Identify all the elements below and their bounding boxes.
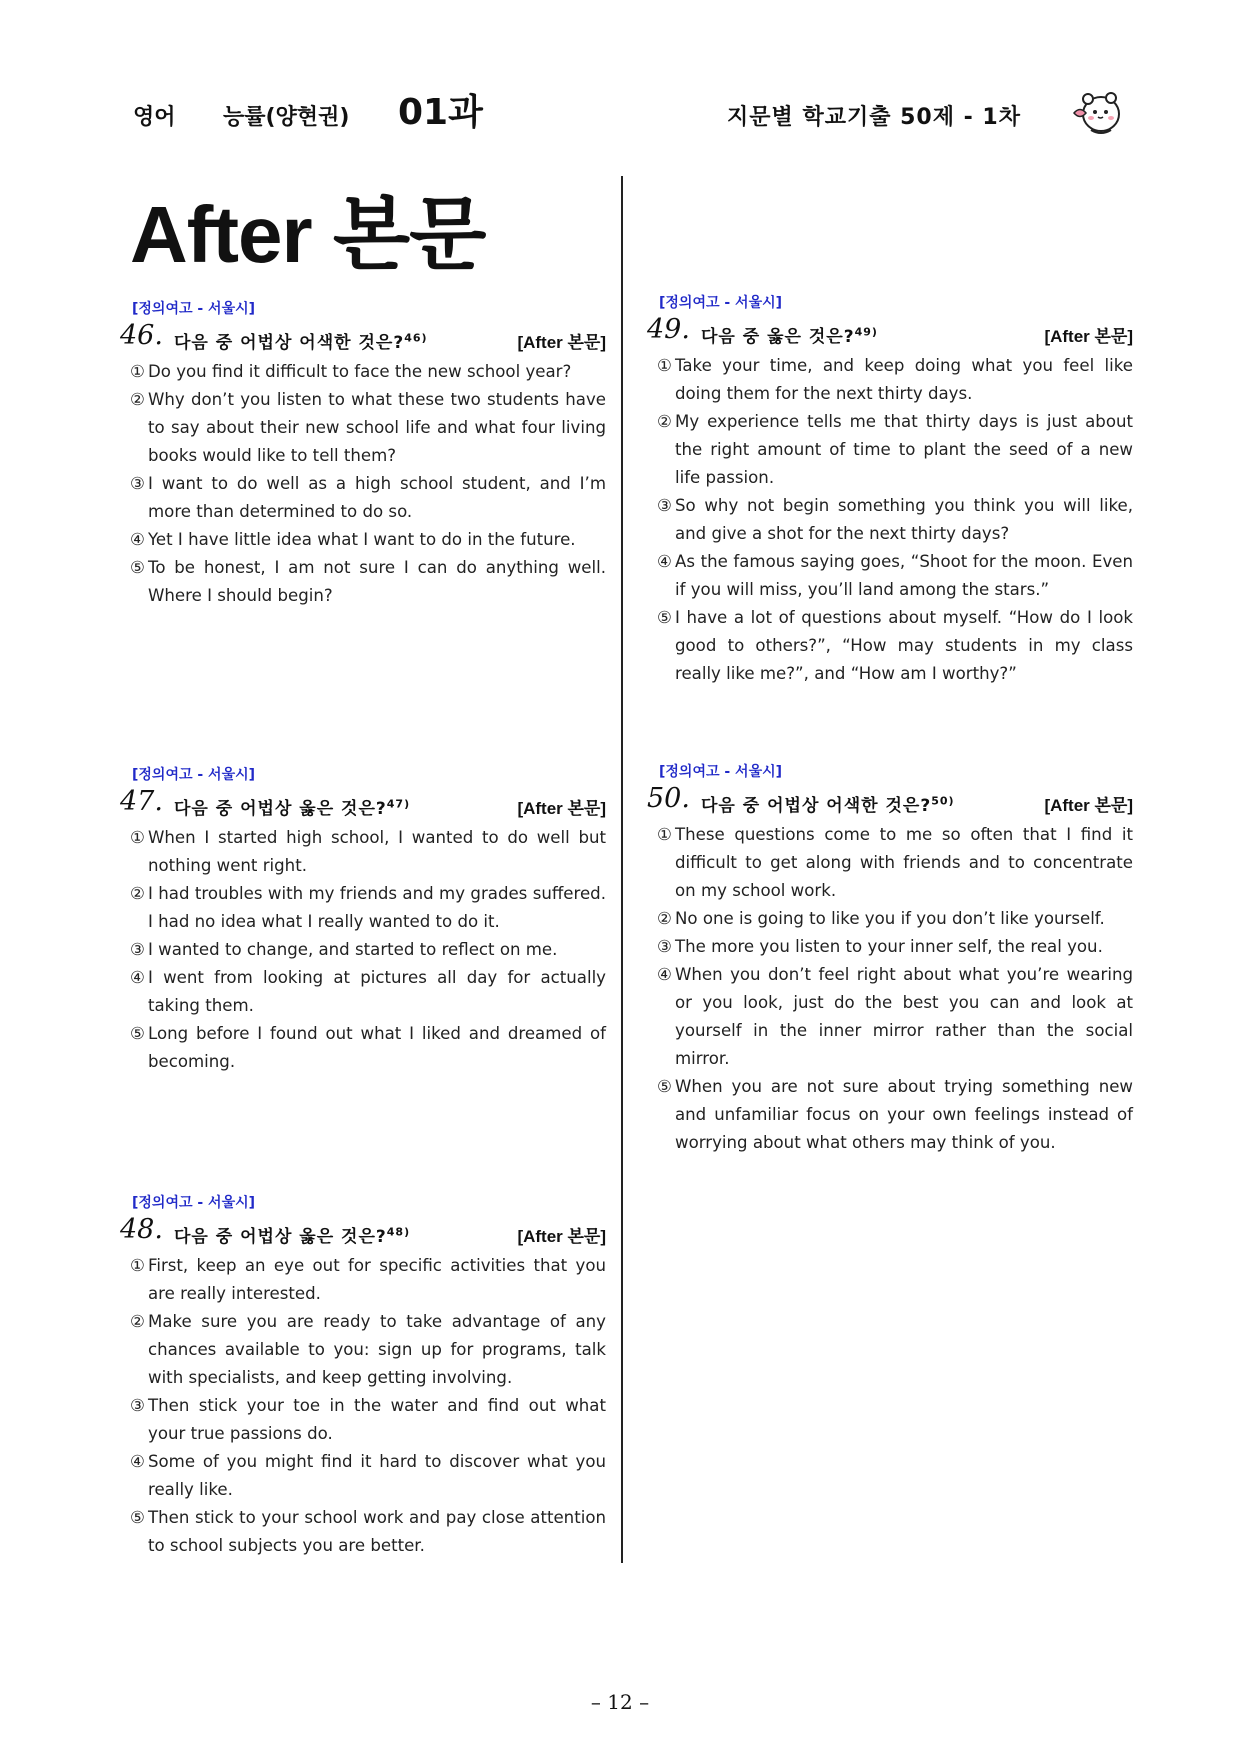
question-prompt-text: 다음 중 어법상 옳은 것은?: [174, 799, 387, 819]
option-marker: ①: [657, 825, 672, 844]
option-marker: ⑤: [657, 608, 672, 627]
question-49: [647, 292, 1133, 688]
question-header: [120, 320, 606, 356]
option-text: No one is going to like you if you don’t like yourself.: [675, 909, 1105, 928]
column-divider: [621, 176, 623, 1563]
option-marker: ③: [130, 1396, 145, 1415]
option-text: So why not begin something you think you will like, and give a shot for the next thirty days?: [675, 496, 1133, 543]
question-number: 50.: [647, 783, 690, 814]
option-3[interactable]: [659, 492, 1133, 548]
option-marker: ⑤: [130, 1508, 145, 1527]
question-number: 47.: [120, 786, 163, 817]
question-header: [120, 786, 606, 822]
option-4[interactable]: [132, 1448, 606, 1504]
option-list: [132, 358, 606, 610]
publisher-label: 능률(양현권): [223, 105, 350, 130]
question-prompt: [174, 328, 428, 353]
option-list: [659, 352, 1133, 688]
option-3[interactable]: [132, 936, 606, 964]
option-text: Take your time, and keep doing what you feel like doing them for the next thirty days.: [675, 356, 1133, 403]
option-text: Do you find it difficult to face the new school year?: [148, 362, 572, 381]
option-2[interactable]: [659, 905, 1133, 933]
question-tag: [After 본문]: [517, 333, 606, 352]
option-list: [132, 824, 606, 1076]
option-marker: ④: [130, 530, 145, 549]
question-number: 46.: [120, 320, 163, 351]
option-5[interactable]: [132, 1020, 606, 1076]
option-marker: ③: [657, 937, 672, 956]
option-marker: ②: [657, 412, 672, 431]
option-text: To be honest, I am not sure I can do anything well. Where I should begin?: [148, 558, 606, 605]
question-footnote: 46): [404, 331, 428, 345]
option-marker: ③: [657, 496, 672, 515]
option-2[interactable]: [132, 1308, 606, 1392]
option-marker: ⑤: [657, 1077, 672, 1096]
option-text: When you don’t feel right about what you’re wearing or you look, just do the best you can and look at yourself in the inner mirror rather than the social mirror.: [675, 965, 1133, 1068]
question-source: [정의여고 - 서울시]: [132, 767, 256, 783]
option-text: The more you listen to your inner self, the real you.: [675, 937, 1103, 956]
option-4[interactable]: [659, 961, 1133, 1073]
option-5[interactable]: [132, 1504, 606, 1560]
option-marker: ②: [130, 884, 145, 903]
option-3[interactable]: [132, 1392, 606, 1448]
page-title: After 본문: [130, 190, 486, 279]
option-marker: ①: [130, 828, 145, 847]
question-46: [120, 298, 606, 610]
option-text: Some of you might find it hard to discover what you really like.: [148, 1452, 606, 1499]
question-50: [647, 761, 1133, 1157]
option-marker: ①: [657, 356, 672, 375]
option-text: Why don’t you listen to what these two students have to say about their new school life and what four living books would like to tell them?: [148, 390, 606, 465]
question-footnote: 49): [854, 325, 878, 339]
option-4[interactable]: [132, 964, 606, 1020]
option-marker: ⑤: [130, 1024, 145, 1043]
question-source: [정의여고 - 서울시]: [132, 301, 256, 317]
question-tag: [After 본문]: [517, 1227, 606, 1246]
option-3[interactable]: [132, 470, 606, 526]
option-list: [659, 821, 1133, 1157]
option-text: Yet I have little idea what I want to do in the future.: [148, 530, 576, 549]
option-marker: ③: [130, 940, 145, 959]
question-header: [647, 783, 1133, 819]
option-text: I had troubles with my friends and my grades suffered. I had no idea what I really wanted to do it.: [148, 884, 606, 931]
question-prompt: [701, 791, 955, 816]
option-2[interactable]: [659, 408, 1133, 492]
question-tag: [After 본문]: [1044, 327, 1133, 346]
option-text: I have a lot of questions about myself. “How do I look good to others?”, “How may students in my class really like me?”, and “How am I worthy?”: [675, 608, 1133, 683]
lesson-label: 01과: [398, 92, 483, 133]
question-prompt-text: 다음 중 어법상 옳은 것은?: [174, 1227, 387, 1247]
question-number: 49.: [647, 314, 690, 345]
question-48: [120, 1192, 606, 1560]
question-footnote: 50): [931, 794, 955, 808]
question-47: [120, 764, 606, 1076]
option-1[interactable]: [659, 352, 1133, 408]
question-source: [정의여고 - 서울시]: [659, 295, 783, 311]
option-5[interactable]: [659, 604, 1133, 688]
option-text: Then stick your toe in the water and find out what your true passions do.: [148, 1396, 606, 1443]
option-5[interactable]: [132, 554, 606, 610]
option-text: When you are not sure about trying something new and unfamiliar focus on your own feelings instead of worrying about what others may think of you.: [675, 1077, 1133, 1152]
option-marker: ①: [130, 1256, 145, 1275]
option-marker: ④: [657, 965, 672, 984]
question-prompt-text: 다음 중 어법상 어색한 것은?: [701, 796, 932, 816]
option-text: First, keep an eye out for specific activities that you are really interested.: [148, 1256, 606, 1303]
option-text: As the famous saying goes, “Shoot for the moon. Even if you will miss, you’ll land among the stars.”: [675, 552, 1133, 599]
question-prompt-text: 다음 중 어법상 어색한 것은?: [174, 333, 405, 353]
page-header: [133, 84, 1133, 134]
option-4[interactable]: [659, 548, 1133, 604]
option-1[interactable]: [132, 358, 606, 386]
question-footnote: 47): [386, 797, 411, 811]
option-1[interactable]: [132, 824, 606, 880]
subject-label: 영어: [133, 105, 176, 130]
option-text: I wanted to change, and started to reflect on me.: [148, 940, 558, 959]
question-tag: [After 본문]: [517, 799, 606, 818]
option-marker: ③: [130, 474, 145, 493]
question-source: [정의여고 - 서울시]: [132, 1195, 256, 1211]
option-3[interactable]: [659, 933, 1133, 961]
question-tag: [After 본문]: [1044, 796, 1133, 815]
option-marker: ②: [130, 390, 145, 409]
option-list: [132, 1252, 606, 1560]
option-text: Make sure you are ready to take advantage of any chances available to you: sign up for programs, talk with specialists, and keep getting involving.: [148, 1312, 606, 1387]
page-number: – 12 –: [590, 1690, 650, 1714]
option-text: Long before I found out what I liked and dreamed of becoming.: [148, 1024, 606, 1071]
option-marker: ④: [657, 552, 672, 571]
option-text: When I started high school, I wanted to do well but nothing went right.: [148, 828, 606, 875]
question-prompt: [701, 322, 878, 347]
option-text: I went from looking at pictures all day for actually taking them.: [148, 968, 606, 1015]
question-footnote: 48): [386, 1225, 411, 1239]
option-text: These questions come to me so often that I find it difficult to get along with friends and to concentrate on my school work.: [675, 825, 1133, 900]
option-4[interactable]: [132, 526, 606, 554]
question-prompt: [174, 794, 410, 819]
option-marker: ⑤: [130, 558, 145, 577]
question-header: [120, 1214, 606, 1250]
question-prompt: [174, 1222, 410, 1247]
question-header: [647, 314, 1133, 350]
option-marker: ④: [130, 968, 145, 987]
series-label: 지문별 학교기출 50제 - 1차: [727, 105, 1021, 130]
option-marker: ②: [657, 909, 672, 928]
question-number: 48.: [120, 1214, 163, 1245]
option-marker: ①: [130, 362, 145, 381]
question-source: [정의여고 - 서울시]: [659, 764, 783, 780]
option-text: My experience tells me that thirty days is just about the right amount of time to plant the seed of a new life passion.: [675, 412, 1133, 487]
option-marker: ④: [130, 1452, 145, 1471]
option-5[interactable]: [659, 1073, 1133, 1157]
option-text: I want to do well as a high school student, and I’m more than determined to do so.: [148, 474, 606, 521]
option-2[interactable]: [132, 880, 606, 936]
option-text: Then stick to your school work and pay close attention to school subjects you are better.: [148, 1508, 606, 1555]
option-2[interactable]: [132, 386, 606, 470]
option-1[interactable]: [132, 1252, 606, 1308]
mascot-icon: [1071, 86, 1127, 138]
option-1[interactable]: [659, 821, 1133, 905]
option-marker: ②: [130, 1312, 145, 1331]
question-prompt-text: 다음 중 옳은 것은?: [701, 327, 855, 347]
